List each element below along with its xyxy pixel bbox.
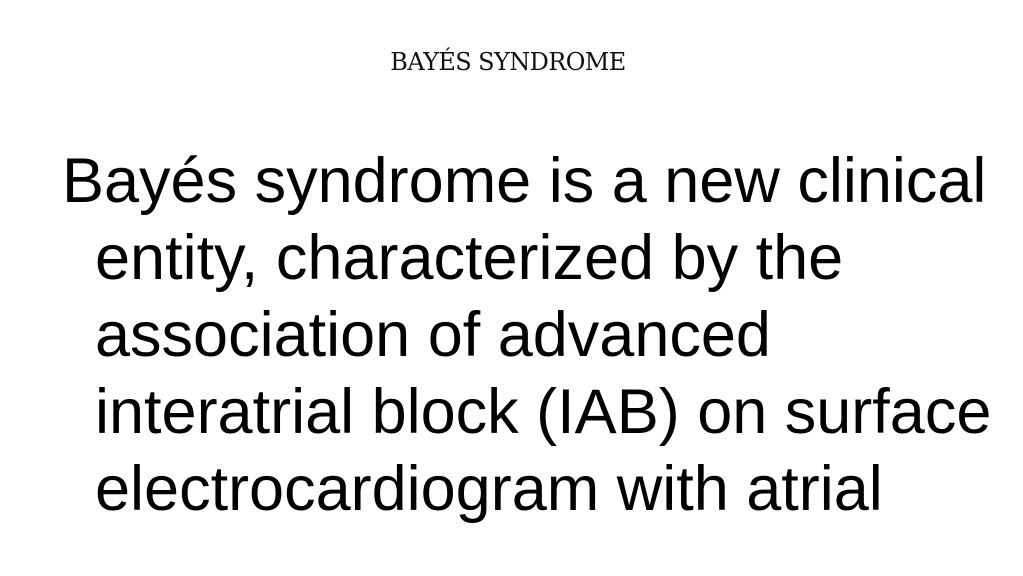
slide-body-text: Bayés syndrome is a new clinical entity, characterized by the association of advanced interatrial block (IAB) on surface electrocardiogram with atrial bbox=[62, 146, 992, 524]
slide-title: BAYÉS SYNDROME bbox=[390, 48, 626, 76]
